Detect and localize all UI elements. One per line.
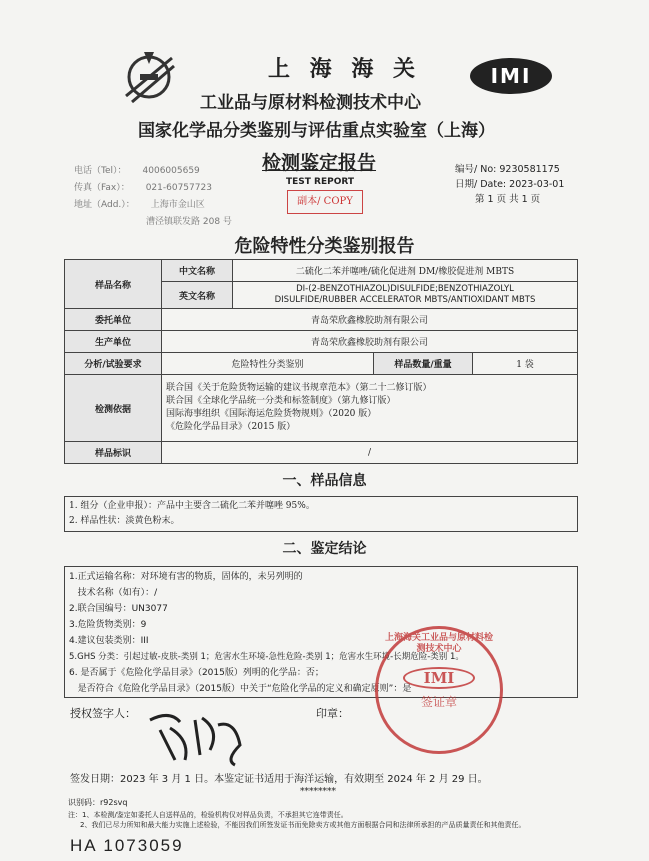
sample-name-label: 样品名称 — [65, 260, 162, 309]
sample-info-line: 1. 组分（企业申报）：产品中主要含二硫化二苯并噻唑 95%。 — [69, 501, 315, 511]
section1-title: 一、样品信息 — [282, 473, 367, 489]
signature-image — [140, 700, 260, 770]
imi-logo: IMI — [470, 58, 552, 94]
document-serial: HA 1073059 — [70, 836, 184, 855]
client-value: 青岛荣欣鑫橡胶助剂有限公司 — [162, 309, 578, 331]
client-label: 委托单位 — [65, 309, 162, 331]
quantity-label: 样品数量/重量 — [373, 353, 472, 375]
mark-label: 样品标识 — [65, 442, 162, 464]
mark-value: / — [162, 442, 578, 464]
date-value: 2023-03-01 — [509, 179, 565, 190]
conclusion-line: 4.建议包装类别：III — [69, 636, 149, 646]
quantity-value: 1 袋 — [472, 353, 577, 375]
no-value: 9230581175 — [499, 164, 560, 175]
end-marker: ******** — [300, 787, 336, 797]
verification-code: 识别码：r92svq — [68, 798, 128, 807]
basis-item: 联合国《关于危险货物运输的建议书规章范本》（第二十二修订版） — [166, 383, 432, 393]
en-name-value — [233, 282, 578, 309]
footer-notes — [68, 810, 525, 830]
requirement-label: 分析/试验要求 — [65, 353, 162, 375]
section2-title: 二、鉴定结论 — [282, 541, 367, 557]
note-2: 2、我们已尽力所知和最大能力实施上述检验，不能因我们所签发证书而免除卖方或其他方面根据合同和法律所承担的产品质量责任和其他责任。 — [80, 821, 526, 829]
conclusion-line: 技术名称（如有）：/ — [69, 588, 158, 598]
producer-value: 青岛荣欣鑫橡胶助剂有限公司 — [162, 331, 578, 353]
en-name-line2: DISULFIDE/RUBBER ACCELERATOR MBTS/ANTIOXIDANT MBTS — [274, 295, 536, 305]
conclusion-line: 1.正式运输名称：对环境有害的物质，固体的，未另列明的 — [69, 572, 303, 582]
producer-label: 生产单位 — [65, 331, 162, 353]
page-number: 第 1 页 共 1 页 — [475, 194, 541, 205]
org-name-line1: 上 海 海 关 — [268, 56, 421, 82]
seal-text: 签证章 — [420, 695, 457, 709]
signer-label: 授权签字人： — [70, 707, 136, 720]
basis-label: 检测依据 — [65, 375, 162, 442]
addr-value-2: 漕泾镇联发路 208 号 — [146, 217, 232, 227]
copy-stamp: 副本/ COPY — [287, 190, 363, 214]
sample-info-box — [64, 496, 578, 532]
contact-block — [74, 163, 232, 231]
official-seal — [375, 626, 503, 754]
cn-name-label: 中文名称 — [162, 260, 233, 282]
date-label: 日期/ Date: — [455, 179, 507, 190]
basis-value — [162, 375, 578, 442]
sample-info-line: 2. 样品性状：淡黄色粉末。 — [69, 516, 180, 526]
customs-emblem-icon — [118, 46, 180, 108]
basis-item: 联合国《全球化学品统一分类和标签制度》（第九修订版） — [166, 396, 396, 406]
seal-ring-text: 上海海关工业品与原材料检测技术中心 — [384, 633, 493, 654]
en-name-label: 英文名称 — [162, 282, 233, 309]
conclusion-line: 3.危险货物类别：9 — [69, 620, 147, 630]
org-name-line3: 国家化学品分类鉴别与评估重点实验室（上海） — [138, 121, 495, 141]
basis-item: 《危险化学品目录》（2015 版） — [166, 422, 296, 432]
report-meta — [455, 162, 564, 207]
org-name-line2: 工业品与原材料检测技术中心 — [200, 93, 421, 113]
doc-title: 危险特性分类鉴别报告 — [234, 236, 415, 257]
seal-label: 印章： — [316, 707, 349, 720]
fax-label: 传真（Fax）： — [74, 183, 130, 193]
report-subtitle: TEST REPORT — [286, 177, 355, 187]
no-label: 编号/ No: — [455, 164, 497, 175]
issue-statement: 签发日期：2023 年 3 月 1 日。本鉴定证书适用于海洋运输，有效期至 2024 年 2 月 29 日。 — [70, 774, 488, 785]
cn-name-value: 二硫化二苯并噻唑/硫化促进剂 DM/橡胶促进剂 MBTS — [233, 260, 578, 282]
requirement-value: 危险特性分类鉴别 — [162, 353, 374, 375]
fax-value: 021-60757723 — [145, 183, 212, 193]
basis-item: 国际海事组织《国际海运危险货物规则》（2020 版） — [166, 409, 377, 419]
tel-value: 4006005659 — [142, 166, 200, 176]
conclusion-line: 6. 是否属于《危险化学品目录》（2015版）列明的化学品：否； — [69, 668, 324, 678]
sample-table — [64, 259, 578, 464]
conclusion-line: 2.联合国编号：UN3077 — [69, 604, 168, 614]
report-title: 检测鉴定报告 — [262, 152, 377, 174]
addr-label: 地址（Add.）： — [74, 200, 135, 210]
conclusion-line: 是否符合《危险化学品目录》（2015版）中关于“危险化学品的定义和确定原则”：是 — [69, 684, 412, 694]
note-1: 1、本检测/鉴定如委托人自送样品的，检验机构仅对样品负责，不承担其它连带责任。 — [82, 811, 348, 819]
notes-label: 注： — [68, 811, 82, 819]
addr-value: 上海市金山区 — [150, 200, 205, 210]
en-name-line1: DI-(2-BENZOTHIAZOL)DISULFIDE;BENZOTHIAZOLYL — [296, 284, 514, 294]
seal-logo: IMI — [403, 667, 475, 689]
conclusion-line: 5.GHS 分类：引起过敏-皮肤-类别 1；危害水生环境-急性危险-类别 1；危害水生环境-长期危险-类别 1。 — [69, 652, 464, 662]
tel-label: 电话（Tel）： — [74, 166, 127, 176]
